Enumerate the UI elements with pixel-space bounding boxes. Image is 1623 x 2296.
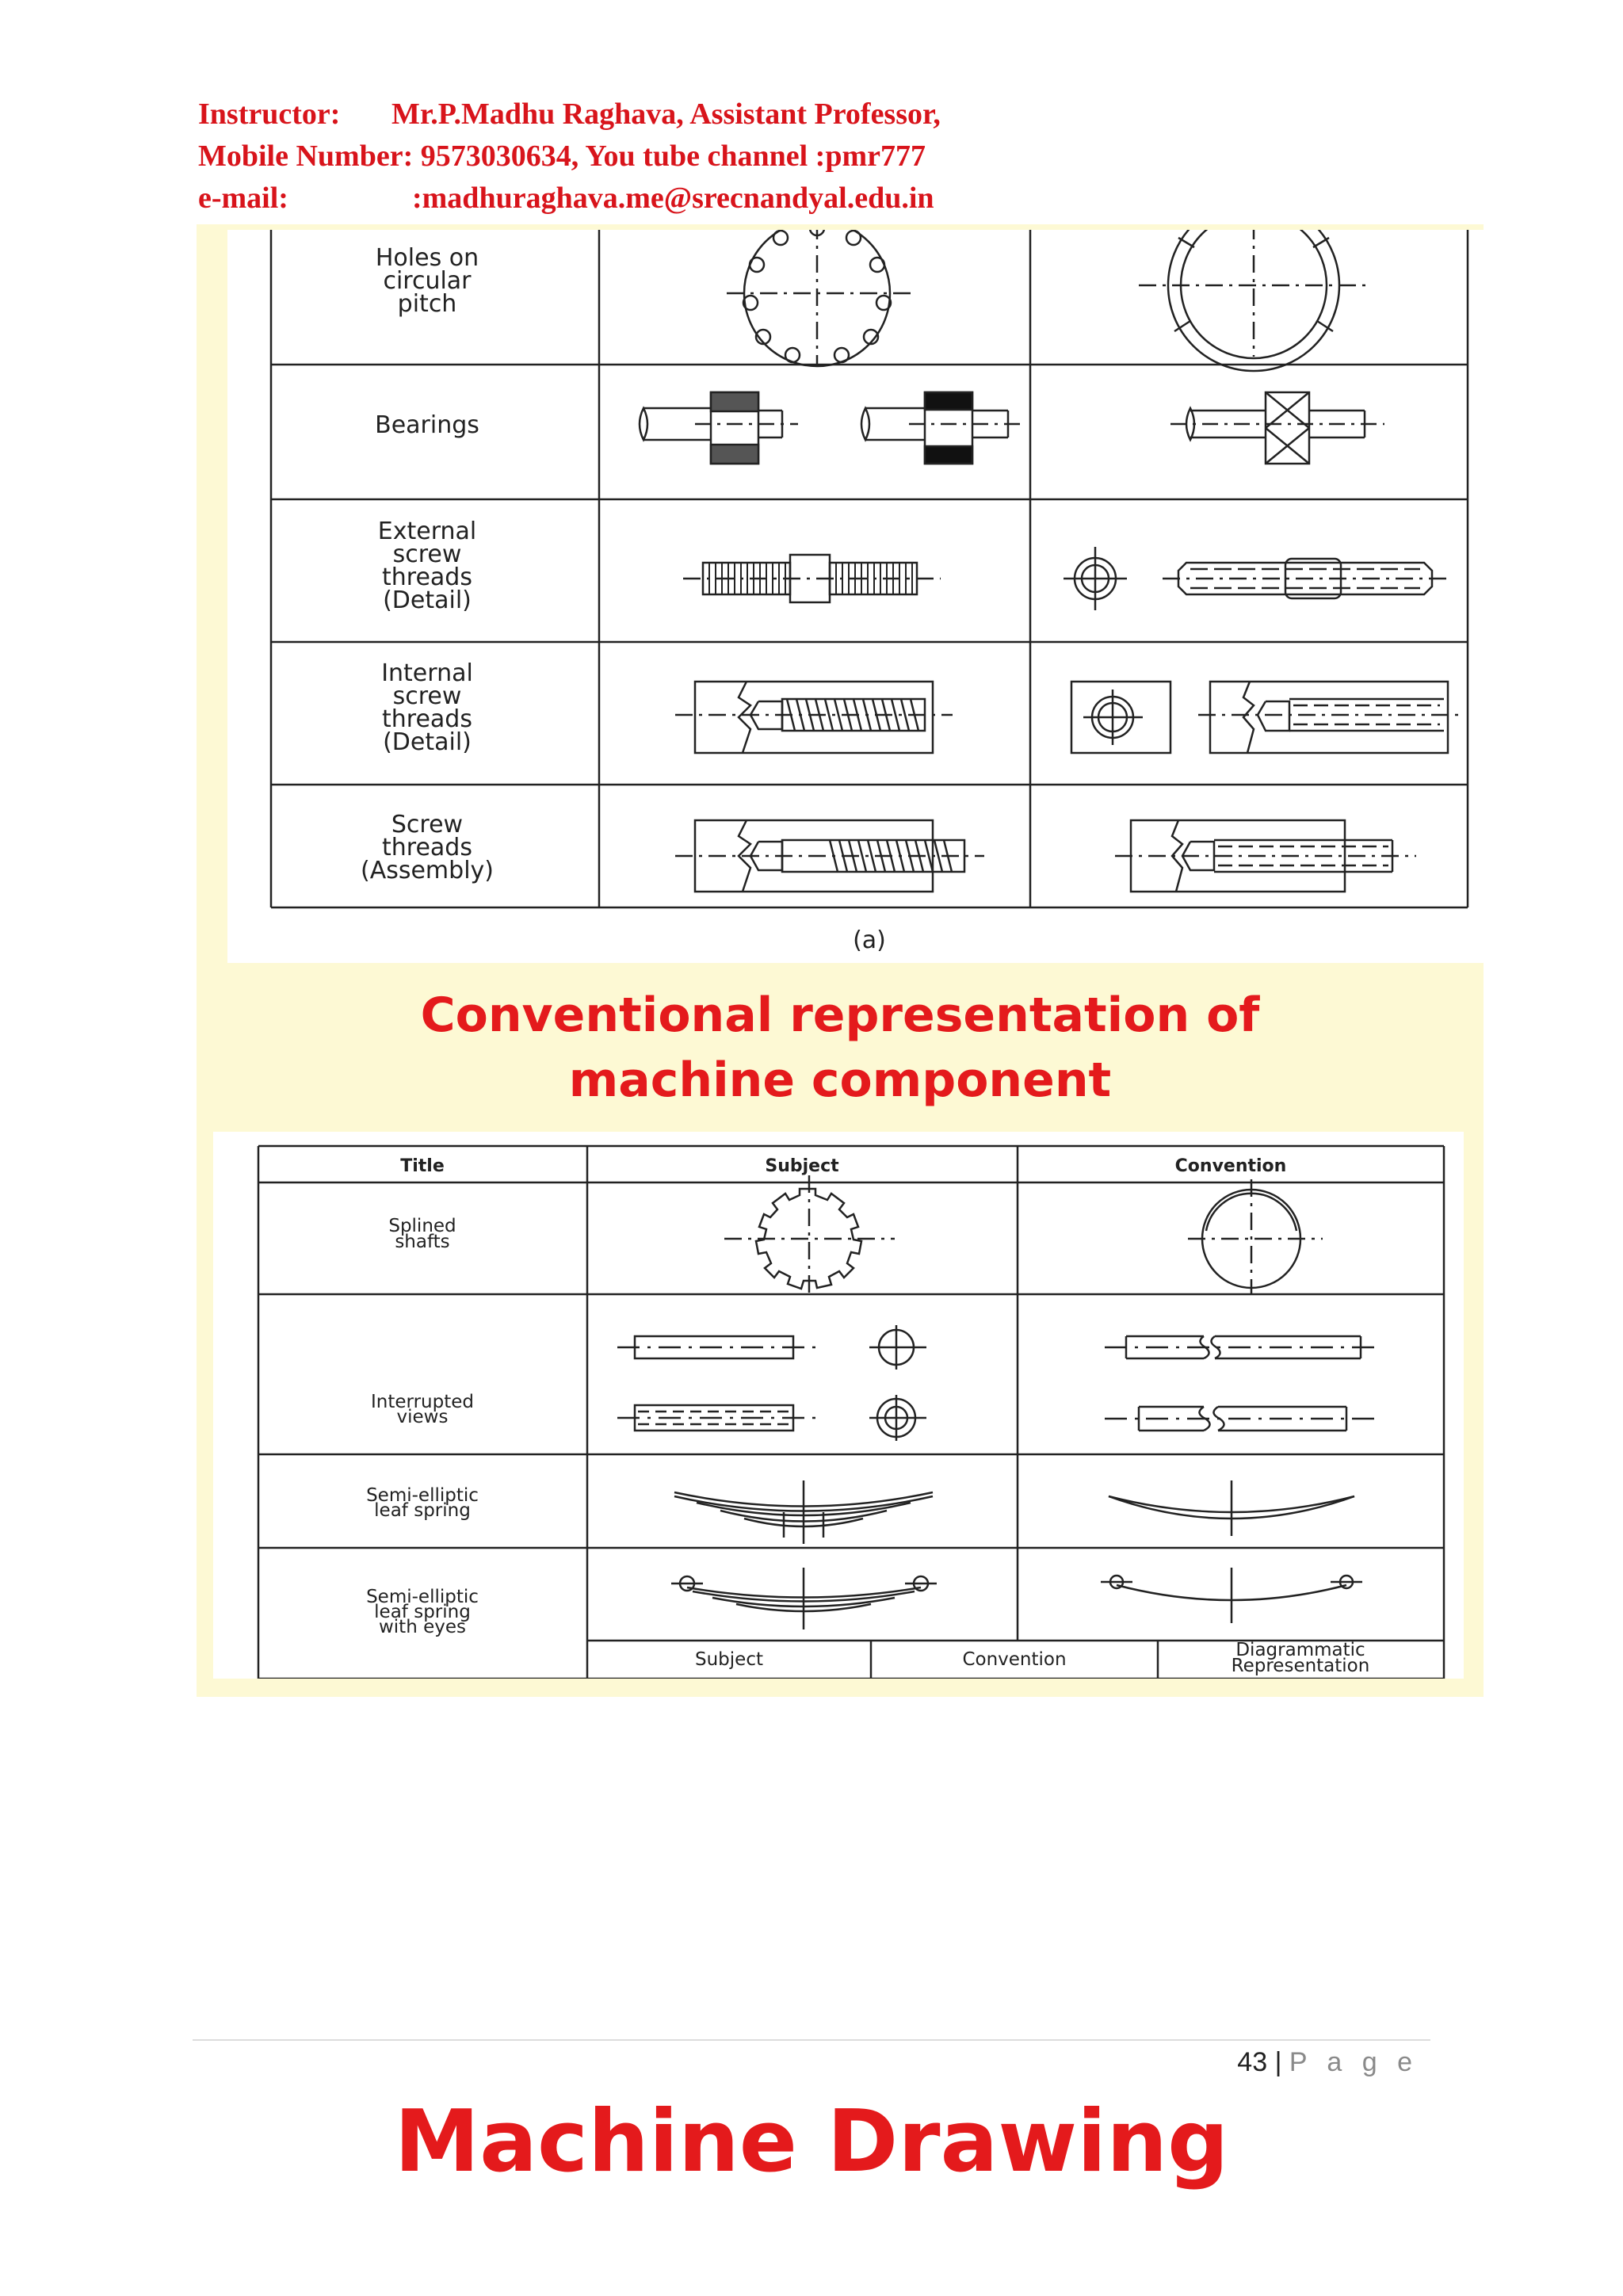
bearings-subject [640,392,1020,464]
machine-component-figure [213,1132,1464,1679]
email-line [198,178,941,220]
row-labels-a [361,244,886,954]
instructor-name: Mr.P.Madhu Raghava, Assistant Professor, [391,97,941,131]
footer-subject: Subject [695,1649,763,1670]
row-label-internal-2: screw [392,682,462,710]
row-label-external-4: (Detail) [383,586,472,614]
section-title [197,983,1484,1113]
row-label-eyes-2: leaf spring [374,1602,471,1622]
section-title-line1: Conventional representation of [420,988,1260,1043]
header-title: Title [400,1156,445,1176]
row-label-bearings: Bearings [375,411,479,439]
row-label-interrupted-1: Interrupted [371,1392,474,1412]
external-thread-subject-hatch [709,563,912,594]
machine-component-table [213,1132,1464,1679]
footer-title: Machine Drawing [394,2092,1229,2191]
row-label-assembly-3: (Assembly) [360,857,495,884]
interrupted-view-convention [1105,1336,1382,1431]
row-label-internal-3: threads [382,705,472,733]
thread-assembly-subject [675,820,984,892]
row-label-external-3: threads [382,563,472,591]
footer-convention: Convention [962,1649,1067,1670]
row-label-internal-1: Internal [381,659,473,687]
splined-shaft-subject [724,1175,895,1294]
leaf-spring-eyes-subject [671,1568,937,1629]
figure-caption: (a) [853,926,886,954]
row-label-splined-2: shafts [395,1232,450,1252]
row-label-eyes-3: with eyes [378,1617,467,1637]
conventions-table-a [227,230,1484,963]
email-label: e-mail: [198,181,288,215]
row-label-assembly-1: Screw [391,811,464,839]
external-thread-convention [1064,547,1448,610]
interrupted-view-subject [617,1325,926,1441]
row-label-holes-1: Holes on [375,244,479,272]
table-headers [400,1156,1286,1176]
footer-diagrammatic-1: Diagrammatic [1235,1640,1365,1660]
instructor-label: Instructor: [198,97,341,131]
page-number-value: 43 [1237,2047,1268,2077]
row-label-internal-4: (Detail) [383,728,472,756]
leaf-spring-convention [1109,1480,1354,1536]
header-subject: Subject [765,1156,839,1176]
footer-diagrammatic-2: Representation [1231,1656,1370,1676]
footer-divider [193,2039,1430,2041]
row-label-holes-3: pitch [397,290,457,318]
page-label: P a g e [1289,2047,1419,2077]
footer-labels-b [695,1640,1369,1676]
thread-assembly-convention [1115,820,1416,892]
conventions-figure-a [227,230,1484,963]
splined-shaft-convention [1188,1179,1323,1294]
row-label-splined-1: Splined [388,1216,456,1236]
section-title-line2: machine component [568,1052,1112,1108]
internal-thread-convention [1071,682,1464,753]
bearings-convention [1170,392,1384,464]
page-number [1237,2047,1419,2078]
leaf-spring-eyes-convention [1101,1568,1362,1623]
internal-thread-subject [675,682,953,753]
email-address: :madhuraghava.me@srecnandyal.edu.in [412,181,934,215]
row-label-external-2: screw [392,541,462,568]
row-label-leaf-2: leaf spring [374,1500,471,1521]
row-label-holes-2: circular [383,267,472,295]
row-label-leaf-1: Semi-elliptic [366,1485,479,1506]
mobile-line: Mobile Number: 9573030634, You tube channel :pmr777 [198,139,926,173]
row-label-assembly-2: threads [382,834,472,861]
header-convention: Convention [1174,1156,1287,1176]
row-label-external-1: External [377,518,477,545]
instructor-header [198,94,941,220]
holes-circular-pitch-subject [727,230,917,366]
row-labels-b [366,1216,479,1637]
instructor-line [198,94,941,136]
holes-circular-pitch-convention [1139,230,1369,371]
row-label-interrupted-2: views [396,1407,449,1427]
leaf-spring-subject [674,1480,933,1544]
row-label-eyes-1: Semi-elliptic [366,1587,479,1607]
page-number-separator: | [1274,2047,1282,2077]
